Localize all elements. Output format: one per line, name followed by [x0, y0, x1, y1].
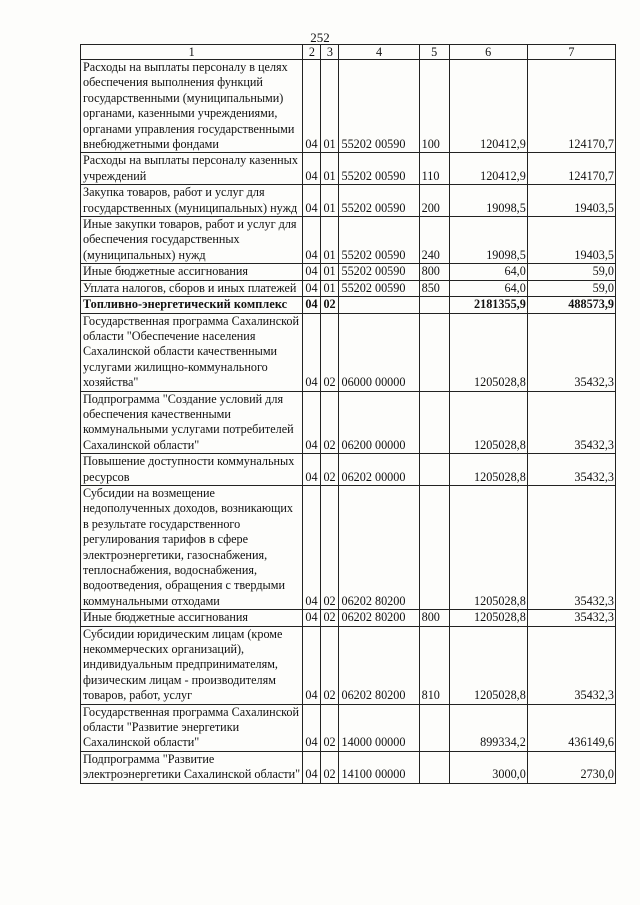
header-col-1: 1	[81, 45, 303, 60]
budget-table	[80, 44, 616, 784]
row-amount-year-1: 899334,2	[449, 704, 527, 751]
row-subsection: 01	[321, 60, 339, 153]
row-section: 04	[303, 391, 321, 454]
row-subsection: 02	[321, 704, 339, 751]
row-subsection: 02	[321, 297, 339, 313]
row-amount-year-1: 1205028,8	[449, 313, 527, 391]
header-col-5: 5	[419, 45, 449, 60]
row-target-code: 14000 00000	[339, 704, 419, 751]
table-row	[81, 751, 616, 783]
row-target-code	[339, 297, 419, 313]
row-section: 04	[303, 264, 321, 280]
row-name: Иные бюджетные ассигнования	[81, 264, 303, 280]
table-row	[81, 217, 616, 264]
row-amount-year-2: 35432,3	[527, 454, 615, 486]
row-amount-year-2: 2730,0	[527, 751, 615, 783]
row-section: 04	[303, 185, 321, 217]
row-expense-type	[419, 297, 449, 313]
header-col-4: 4	[339, 45, 419, 60]
row-section: 04	[303, 313, 321, 391]
row-target-code: 55202 00590	[339, 153, 419, 185]
row-expense-type: 200	[419, 185, 449, 217]
row-amount-year-1: 19098,5	[449, 185, 527, 217]
row-name: Закупка товаров, работ и услуг для государственных (муниципальных) нужд	[81, 185, 303, 217]
header-row	[81, 45, 616, 60]
table-row	[81, 626, 616, 704]
row-expense-type: 800	[419, 610, 449, 626]
row-amount-year-1: 1205028,8	[449, 626, 527, 704]
table-row	[81, 313, 616, 391]
row-subsection: 01	[321, 280, 339, 296]
row-amount-year-2: 35432,3	[527, 610, 615, 626]
row-expense-type	[419, 751, 449, 783]
row-amount-year-1: 120412,9	[449, 153, 527, 185]
row-amount-year-1: 3000,0	[449, 751, 527, 783]
row-amount-year-1: 1205028,8	[449, 485, 527, 609]
row-name: Субсидии на возмещение недополученных доходов, возникающих в результате государственного регулирования тарифов в сфере электроэнергетики, газоснабжения, теплоснабжения, водоснабжения, водоотведения, обращения с твердыми коммунальными отходами	[81, 485, 303, 609]
row-name: Иные закупки товаров, работ и услуг для обеспечения государственных (муниципальных) нужд	[81, 217, 303, 264]
row-subsection: 02	[321, 751, 339, 783]
row-amount-year-1: 19098,5	[449, 217, 527, 264]
row-amount-year-2: 35432,3	[527, 626, 615, 704]
row-amount-year-1: 1205028,8	[449, 454, 527, 486]
row-subsection: 02	[321, 454, 339, 486]
row-target-code: 06202 80200	[339, 485, 419, 609]
row-subsection: 01	[321, 153, 339, 185]
row-name: Государственная программа Сахалинской области "Развитие энергетики Сахалинской области"	[81, 704, 303, 751]
row-amount-year-2: 35432,3	[527, 313, 615, 391]
row-section: 04	[303, 153, 321, 185]
table-row	[81, 391, 616, 454]
row-amount-year-1: 120412,9	[449, 60, 527, 153]
row-amount-year-1: 64,0	[449, 264, 527, 280]
row-amount-year-2: 488573,9	[527, 297, 615, 313]
row-section: 04	[303, 297, 321, 313]
row-expense-type	[419, 454, 449, 486]
row-name: Расходы на выплаты персоналу в целях обеспечения выполнения функций государственными (муниципальными) органами, казенными учреждениями, органами управления государственными внебюджетными фондами	[81, 60, 303, 153]
row-subsection: 02	[321, 313, 339, 391]
row-subsection: 01	[321, 217, 339, 264]
row-name: Топливно-энергетический комплекс	[81, 297, 303, 313]
row-expense-type: 850	[419, 280, 449, 296]
table-row	[81, 264, 616, 280]
header-col-7: 7	[527, 45, 615, 60]
table-row	[81, 454, 616, 486]
table-row	[81, 297, 616, 313]
row-target-code: 06202 80200	[339, 626, 419, 704]
row-name: Уплата налогов, сборов и иных платежей	[81, 280, 303, 296]
row-subsection: 02	[321, 485, 339, 609]
row-subsection: 01	[321, 264, 339, 280]
row-section: 04	[303, 280, 321, 296]
row-subsection: 02	[321, 391, 339, 454]
row-target-code: 06202 00000	[339, 454, 419, 486]
table-row	[81, 610, 616, 626]
row-subsection: 01	[321, 185, 339, 217]
row-target-code: 06202 80200	[339, 610, 419, 626]
row-expense-type: 100	[419, 60, 449, 153]
row-amount-year-2: 59,0	[527, 280, 615, 296]
table-row	[81, 280, 616, 296]
row-amount-year-2: 436149,6	[527, 704, 615, 751]
table-row	[81, 60, 616, 153]
header-col-2: 2	[303, 45, 321, 60]
row-section: 04	[303, 60, 321, 153]
row-section: 04	[303, 217, 321, 264]
row-target-code: 06000 00000	[339, 313, 419, 391]
row-expense-type	[419, 313, 449, 391]
row-name: Субсидии юридическим лицам (кроме некоммерческих организаций), индивидуальным предпринимателям, физическим лицам - производителям товаров, работ, услуг	[81, 626, 303, 704]
row-target-code: 55202 00590	[339, 280, 419, 296]
row-expense-type	[419, 485, 449, 609]
row-amount-year-1: 1205028,8	[449, 610, 527, 626]
page-number: 252	[310, 30, 330, 45]
row-expense-type: 800	[419, 264, 449, 280]
row-section: 04	[303, 610, 321, 626]
row-section: 04	[303, 751, 321, 783]
row-name: Расходы на выплаты персоналу казенных учреждений	[81, 153, 303, 185]
row-name: Подпрограмма "Создание условий для обеспечения качественными коммунальными услугами потребителей Сахалинской области"	[81, 391, 303, 454]
row-target-code: 55202 00590	[339, 264, 419, 280]
row-amount-year-1: 2181355,9	[449, 297, 527, 313]
row-expense-type	[419, 704, 449, 751]
row-name: Государственная программа Сахалинской области "Обеспечение населения Сахалинской области качественными услугами жилищно-коммунального хозяйства"	[81, 313, 303, 391]
row-target-code: 14100 00000	[339, 751, 419, 783]
table-row	[81, 704, 616, 751]
table-row	[81, 153, 616, 185]
row-expense-type	[419, 391, 449, 454]
row-subsection: 02	[321, 610, 339, 626]
table-row	[81, 485, 616, 609]
row-expense-type: 810	[419, 626, 449, 704]
row-amount-year-2: 35432,3	[527, 485, 615, 609]
row-amount-year-2: 19403,5	[527, 217, 615, 264]
row-section: 04	[303, 485, 321, 609]
row-name: Иные бюджетные ассигнования	[81, 610, 303, 626]
table-row	[81, 185, 616, 217]
header-col-6: 6	[449, 45, 527, 60]
row-expense-type: 110	[419, 153, 449, 185]
row-amount-year-2: 19403,5	[527, 185, 615, 217]
row-section: 04	[303, 704, 321, 751]
row-expense-type: 240	[419, 217, 449, 264]
row-amount-year-2: 124170,7	[527, 153, 615, 185]
row-section: 04	[303, 454, 321, 486]
row-target-code: 55202 00590	[339, 185, 419, 217]
row-amount-year-2: 59,0	[527, 264, 615, 280]
row-target-code: 55202 00590	[339, 217, 419, 264]
row-amount-year-1: 1205028,8	[449, 391, 527, 454]
header-col-3: 3	[321, 45, 339, 60]
row-name: Подпрограмма "Развитие электроэнергетики Сахалинской области"	[81, 751, 303, 783]
row-amount-year-1: 64,0	[449, 280, 527, 296]
row-target-code: 55202 00590	[339, 60, 419, 153]
row-section: 04	[303, 626, 321, 704]
row-amount-year-2: 35432,3	[527, 391, 615, 454]
row-amount-year-2: 124170,7	[527, 60, 615, 153]
row-subsection: 02	[321, 626, 339, 704]
row-target-code: 06200 00000	[339, 391, 419, 454]
row-name: Повышение доступности коммунальных ресурсов	[81, 454, 303, 486]
